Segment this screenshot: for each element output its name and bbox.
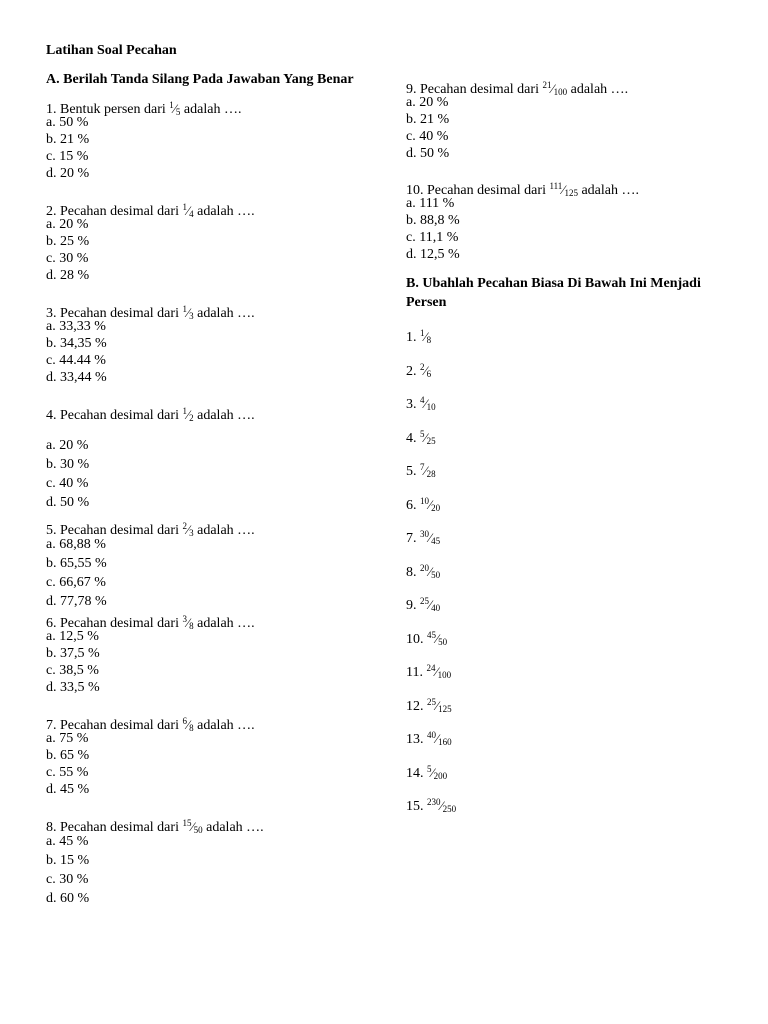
answer-option[interactable]: b. 25 %: [46, 234, 90, 249]
fraction-denominator: 8: [426, 335, 432, 345]
question-text: [46, 97, 376, 117]
fraction-denominator: 5: [175, 107, 181, 117]
fraction-numerator: 7: [420, 462, 425, 472]
fraction: [182, 616, 193, 631]
fraction: [420, 598, 440, 613]
conversion-item: [406, 686, 736, 720]
answer-option[interactable]: a. 12,5 %: [46, 629, 99, 644]
answer-option[interactable]: d. 12,5 %: [406, 247, 460, 262]
fraction-numerator: 5: [427, 763, 432, 774]
fraction-denominator: 250: [442, 804, 457, 814]
item-number: 3.: [406, 397, 417, 412]
fraction-denominator: 50: [193, 825, 203, 835]
fraction: [426, 665, 451, 680]
fraction-slash: ⁄: [440, 798, 443, 813]
question-prefix: 2. Pecahan desimal dari: [46, 204, 179, 219]
answer-option[interactable]: b. 21 %: [46, 132, 90, 147]
fraction-slash: ⁄: [186, 615, 190, 630]
fraction-slash: ⁄: [186, 717, 190, 732]
question-suffix: adalah ….: [206, 820, 264, 835]
conversion-item: [406, 317, 736, 351]
answer-option[interactable]: c. 30 %: [46, 872, 89, 887]
item-number: 6.: [406, 497, 417, 513]
question-prefix: 5. Pecahan desimal dari: [46, 523, 179, 538]
fraction-numerator: 30: [420, 529, 429, 539]
fraction: [420, 495, 441, 513]
fraction-slash: ⁄: [186, 203, 190, 218]
answer-option[interactable]: a. 45 %: [46, 834, 89, 849]
conversion-item: [406, 384, 736, 418]
fraction-numerator: 15: [182, 818, 192, 828]
answer-option[interactable]: a. 33,33 %: [46, 319, 106, 334]
fraction-numerator: 21: [542, 80, 552, 90]
question-suffix: adalah ….: [197, 204, 255, 219]
item-number: 12.: [406, 698, 424, 714]
conversion-item: [406, 719, 736, 753]
fraction-slash: ⁄: [424, 463, 427, 478]
fraction: [427, 763, 448, 781]
fraction-numerator: 24: [426, 663, 436, 673]
question-prefix: 4. Pecahan desimal dari: [46, 408, 179, 423]
answer-option[interactable]: d. 50 %: [46, 495, 90, 510]
conversion-item: [406, 619, 736, 653]
fraction-denominator: 20: [431, 502, 441, 513]
question-text: [46, 611, 376, 631]
fraction-slash: ⁄: [424, 329, 427, 344]
fraction-slash: ⁄: [429, 530, 432, 545]
fraction: [182, 523, 193, 538]
fraction-denominator: 100: [553, 87, 568, 97]
conversion-item: [406, 518, 736, 552]
question-suffix: adalah ….: [197, 718, 255, 733]
fraction-numerator: 10: [420, 495, 429, 506]
fraction-slash: ⁄: [424, 396, 427, 411]
question-text: [46, 403, 376, 423]
fraction: [182, 820, 202, 835]
question-10: [406, 178, 736, 263]
answer-option[interactable]: a. 20 %: [46, 438, 89, 453]
item-number: 9.: [406, 598, 417, 613]
fraction-numerator: 6: [182, 716, 187, 726]
fraction-numerator: 1: [182, 406, 187, 416]
answer-option[interactable]: b. 34,35 %: [46, 336, 107, 351]
fraction-numerator: 45: [427, 629, 436, 640]
question-suffix: adalah ….: [570, 82, 629, 97]
conversion-item: [406, 552, 736, 586]
question-text: [46, 713, 376, 733]
fraction-numerator: 2: [420, 361, 425, 372]
question-suffix: adalah ….: [197, 306, 255, 321]
fraction: [549, 183, 578, 198]
conversion-item: [406, 485, 736, 519]
question-text: [46, 301, 376, 321]
fraction-denominator: 3: [189, 528, 194, 538]
fraction-slash: ⁄: [186, 305, 190, 320]
answer-option[interactable]: a. 50 %: [46, 115, 89, 130]
fraction-numerator: 25: [420, 596, 429, 606]
fraction: [420, 562, 441, 580]
answer-option[interactable]: a. 111 %: [406, 196, 455, 211]
fraction-numerator: 2: [182, 521, 187, 531]
fraction-slash: ⁄: [173, 101, 176, 116]
fraction-numerator: 1: [169, 100, 174, 110]
fraction: [427, 629, 448, 647]
fraction-slash: ⁄: [424, 429, 427, 445]
fraction-slash: ⁄: [186, 522, 190, 537]
fraction-slash: ⁄: [436, 630, 439, 646]
fraction: [420, 330, 431, 345]
question-suffix: adalah ….: [197, 408, 255, 423]
question-prefix: 8. Pecahan desimal dari: [46, 820, 179, 835]
question-text: [46, 815, 376, 835]
answer-option[interactable]: d. 45 %: [46, 782, 90, 797]
question-9: [406, 77, 736, 162]
fraction-slash: ⁄: [436, 697, 439, 713]
item-number: 11.: [406, 665, 423, 680]
fraction-denominator: 6: [426, 368, 432, 379]
question-prefix: 6. Pecahan desimal dari: [46, 616, 179, 631]
conversion-list: [406, 317, 736, 820]
fraction-numerator: 111: [549, 181, 563, 191]
fraction: [169, 102, 180, 117]
fraction-denominator: 100: [437, 670, 452, 680]
question-prefix: 10. Pecahan desimal dari: [406, 183, 546, 198]
answer-option[interactable]: c. 30 %: [46, 251, 89, 266]
conversion-item: [406, 451, 736, 485]
question-text: [406, 178, 736, 198]
fraction-numerator: 4: [420, 395, 425, 405]
right-column: [406, 77, 736, 820]
fraction: [427, 732, 452, 747]
fraction: [182, 306, 193, 321]
question-3: [46, 301, 376, 386]
question-prefix: 1. Bentuk persen dari: [46, 102, 166, 117]
fraction-slash: ⁄: [424, 362, 427, 378]
answer-option[interactable]: b. 37,5 %: [46, 646, 100, 661]
fraction-denominator: 160: [438, 737, 452, 747]
fraction-numerator: 1: [182, 304, 187, 314]
answer-option[interactable]: c. 38,5 %: [46, 663, 99, 678]
question-8: [46, 815, 376, 908]
fraction-slash: ⁄: [551, 81, 554, 96]
answer-option[interactable]: c. 15 %: [46, 149, 89, 164]
conversion-item: [406, 418, 736, 452]
fraction-denominator: 28: [426, 469, 436, 479]
answer-option[interactable]: c. 40 %: [406, 129, 449, 144]
answer-option[interactable]: d. 33,44 %: [46, 370, 107, 385]
fraction: [427, 799, 456, 814]
fraction: [420, 428, 436, 446]
answer-option[interactable]: b. 65 %: [46, 748, 90, 763]
question-prefix: 3. Pecahan desimal dari: [46, 306, 179, 321]
item-number: 15.: [406, 799, 424, 814]
answer-option[interactable]: b. 88,8 %: [406, 213, 460, 228]
answer-option[interactable]: d. 20 %: [46, 166, 90, 181]
item-number: 2.: [406, 363, 417, 379]
fraction-denominator: 45: [431, 536, 441, 546]
page-title: Latihan Soal Pecahan: [46, 43, 177, 58]
fraction: [420, 361, 432, 379]
fraction: [182, 204, 193, 219]
fraction-slash: ⁄: [436, 731, 439, 746]
answer-option[interactable]: c. 44.44 %: [46, 353, 106, 368]
fraction-numerator: 40: [427, 730, 436, 740]
item-number: 8.: [406, 564, 417, 580]
question-suffix: adalah ….: [581, 183, 639, 198]
answer-option[interactable]: a. 68,88 %: [46, 537, 106, 552]
question-5: [46, 518, 376, 611]
fraction-denominator: 2: [189, 413, 194, 423]
fraction: [182, 718, 193, 733]
item-number: 5.: [406, 464, 417, 479]
fraction: [182, 408, 193, 423]
section-a-heading: A. Berilah Tanda Silang Pada Jawaban Yang Benar: [46, 72, 354, 87]
answer-option[interactable]: b. 21 %: [406, 112, 450, 127]
fraction-slash: ⁄: [562, 182, 565, 197]
item-number: 7.: [406, 531, 417, 546]
fraction-denominator: 25: [426, 435, 436, 446]
fraction-numerator: 3: [182, 614, 187, 624]
answer-option[interactable]: c. 11,1 %: [406, 230, 459, 245]
question-suffix: adalah ….: [197, 616, 255, 631]
fraction-denominator: 200: [433, 770, 448, 781]
fraction-slash: ⁄: [429, 597, 432, 612]
answer-option[interactable]: d. 77,78 %: [46, 594, 107, 609]
answer-option[interactable]: d. 50 %: [406, 146, 450, 161]
question-suffix: adalah ….: [183, 102, 242, 117]
question-6: [46, 611, 376, 696]
question-4: [46, 403, 376, 512]
item-number: 1.: [406, 330, 417, 345]
fraction-denominator: 4: [189, 209, 194, 219]
fraction-denominator: 8: [189, 621, 194, 631]
question-suffix: adalah ….: [197, 523, 255, 538]
item-number: 14.: [406, 765, 424, 781]
question-text: [46, 518, 376, 538]
fraction-slash: ⁄: [429, 563, 432, 579]
answer-option[interactable]: a. 75 %: [46, 731, 89, 746]
fraction: [427, 696, 452, 714]
fraction-slash: ⁄: [429, 496, 432, 512]
answer-option[interactable]: b. 15 %: [46, 853, 90, 868]
fraction-denominator: 50: [438, 636, 448, 647]
fraction-denominator: 10: [426, 402, 436, 412]
answer-option[interactable]: c. 40 %: [46, 476, 89, 491]
fraction-denominator: 125: [438, 703, 452, 714]
left-column: [46, 71, 376, 908]
fraction-numerator: 20: [420, 562, 429, 573]
answer-option[interactable]: d. 60 %: [46, 891, 90, 906]
fraction-slash: ⁄: [435, 664, 438, 679]
conversion-item: [406, 753, 736, 787]
conversion-item: [406, 351, 736, 385]
item-number: 13.: [406, 732, 424, 747]
answer-option[interactable]: c. 55 %: [46, 765, 89, 780]
answer-option[interactable]: c. 66,67 %: [46, 575, 106, 590]
conversion-item: [406, 786, 736, 820]
question-text: [406, 77, 736, 97]
fraction-numerator: 5: [420, 428, 425, 439]
question-7: [46, 713, 376, 798]
item-number: 4.: [406, 430, 417, 446]
answer-option[interactable]: b. 30 %: [46, 457, 90, 472]
answer-option[interactable]: d. 28 %: [46, 268, 90, 283]
answer-option[interactable]: a. 20 %: [46, 217, 89, 232]
answer-option[interactable]: a. 20 %: [406, 95, 449, 110]
question-prefix: 7. Pecahan desimal dari: [46, 718, 179, 733]
fraction: [420, 397, 436, 412]
fraction-slash: ⁄: [186, 407, 190, 422]
fraction-numerator: 1: [182, 202, 187, 212]
fraction-slash: ⁄: [191, 819, 194, 834]
fraction-denominator: 40: [431, 603, 441, 613]
fraction-slash: ⁄: [431, 764, 434, 780]
fraction: [542, 82, 567, 97]
fraction-numerator: 1: [420, 328, 425, 338]
question-1: [46, 97, 376, 182]
question-prefix: 9. Pecahan desimal dari: [406, 82, 539, 97]
fraction: [420, 531, 440, 546]
answer-option[interactable]: d. 33,5 %: [46, 680, 100, 695]
fraction: [420, 464, 436, 479]
conversion-item: [406, 652, 736, 686]
question-2: [46, 199, 376, 284]
conversion-item: [406, 585, 736, 619]
fraction-denominator: 3: [189, 311, 194, 321]
fraction-numerator: 230: [427, 797, 441, 807]
fraction-denominator: 8: [189, 723, 194, 733]
fraction-denominator: 125: [564, 188, 578, 198]
section-b-heading: B. Ubahlah Pecahan Biasa Di Bawah Ini Menjadi Persen: [406, 276, 701, 310]
question-text: [46, 199, 376, 219]
fraction-numerator: 25: [427, 696, 436, 707]
item-number: 10.: [406, 631, 424, 647]
fraction-denominator: 50: [431, 569, 441, 580]
answer-option[interactable]: b. 65,55 %: [46, 556, 107, 571]
